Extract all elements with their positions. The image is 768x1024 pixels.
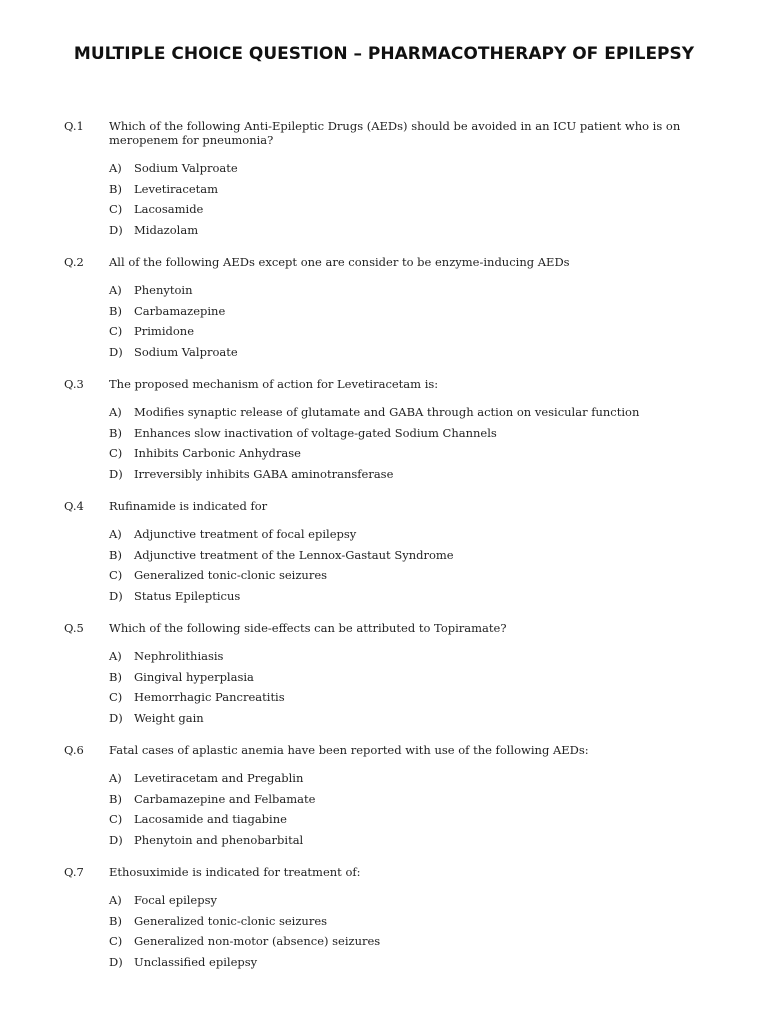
question-7	[0, 865, 768, 975]
option-b	[109, 670, 768, 691]
option-letter: D)	[109, 832, 123, 847]
option-list	[109, 527, 768, 609]
option-text: Phenytoin	[134, 283, 193, 297]
question-1	[0, 119, 768, 243]
option-text: Sodium Valproate	[134, 161, 238, 175]
option-c	[109, 934, 768, 955]
option-letter: A)	[109, 527, 122, 541]
option-text: Phenytoin and phenobarbital	[134, 832, 304, 847]
option-text: Lacosamide	[134, 202, 204, 216]
page-title: MULTIPLE CHOICE QUESTION – PHARMACOTHERAPY OF EPILEPSY	[73, 44, 695, 64]
option-d	[109, 223, 768, 244]
question-text: Which of the following side-effects can be attributed to Topiramate?	[109, 621, 507, 635]
option-text: Irreversibly inhibits GABA aminotransferase	[134, 466, 394, 481]
question-text: Ethosuximide is indicated for treatment of:	[109, 865, 361, 879]
option-d	[109, 833, 768, 854]
option-text: Focal epilepsy	[134, 893, 217, 907]
option-letter: C)	[109, 934, 123, 948]
question-number: Q.6	[64, 743, 84, 757]
option-text: Status Epilepticus	[134, 588, 241, 603]
option-text: Inhibits Carbonic Anhydrase	[134, 446, 301, 460]
option-c	[109, 202, 768, 223]
option-text: Unclassified epilepsy	[134, 954, 258, 969]
option-letter: B)	[109, 791, 122, 806]
option-d	[109, 345, 768, 366]
option-text: Generalized tonic-clonic seizures	[134, 568, 328, 582]
option-text: Gingival hyperplasia	[134, 669, 254, 684]
option-b	[109, 182, 768, 203]
option-letter: A)	[109, 283, 122, 297]
option-b	[109, 792, 768, 813]
option-list	[109, 283, 768, 365]
question-text: Fatal cases of aplastic anemia have been reported with use of the following AEDs:	[109, 743, 589, 757]
question-6	[0, 743, 768, 853]
option-letter: D)	[109, 344, 123, 359]
option-letter: B)	[109, 547, 122, 562]
option-letter: A)	[109, 893, 122, 907]
option-letter: C)	[109, 690, 123, 704]
option-letter: C)	[109, 568, 123, 582]
question-number: Q.5	[64, 621, 84, 635]
option-text: Adjunctive treatment of focal epilepsy	[134, 527, 357, 541]
option-text: Carbamazepine	[134, 303, 226, 318]
option-d	[109, 711, 768, 732]
option-a	[109, 527, 768, 548]
option-letter: C)	[109, 202, 123, 216]
option-list	[109, 771, 768, 853]
option-a	[109, 161, 768, 182]
option-text: Generalized tonic-clonic seizures	[134, 913, 328, 928]
option-text: Levetiracetam	[134, 181, 219, 196]
option-text: Generalized non-motor (absence) seizures	[134, 934, 381, 948]
option-a	[109, 771, 768, 792]
option-a	[109, 405, 768, 426]
option-text: Levetiracetam and Pregablin	[134, 771, 304, 785]
option-c	[109, 690, 768, 711]
question-4	[0, 499, 768, 609]
option-letter: D)	[109, 466, 123, 481]
option-text: Carbamazepine and Felbamate	[134, 791, 316, 806]
question-text: Which of the following Anti-Epileptic Drugs (AEDs) should be avoided in an ICU patient who is on meropenem for pneumonia?	[109, 119, 681, 147]
question-number: Q.2	[64, 255, 84, 269]
question-text: The proposed mechanism of action for Levetiracetam is:	[109, 377, 439, 391]
option-list	[109, 649, 768, 731]
option-letter: C)	[109, 324, 123, 338]
question-text: All of the following AEDs except one are consider to be enzyme-inducing AEDs	[109, 255, 570, 269]
option-letter: B)	[109, 913, 122, 928]
question-5	[0, 621, 768, 731]
option-b	[109, 548, 768, 569]
option-c	[109, 324, 768, 345]
option-c	[109, 446, 768, 467]
option-text: Adjunctive treatment of the Lennox-Gastaut Syndrome	[134, 547, 454, 562]
option-c	[109, 568, 768, 589]
option-b	[109, 304, 768, 325]
option-text: Hemorrhagic Pancreatitis	[134, 690, 285, 704]
option-letter: C)	[109, 446, 123, 460]
option-letter: D)	[109, 710, 123, 725]
option-text: Modifies synaptic release of glutamate and GABA through action on vesicular function	[134, 405, 640, 419]
option-list	[109, 405, 768, 487]
option-letter: B)	[109, 303, 122, 318]
option-letter: A)	[109, 771, 122, 785]
option-text: Weight gain	[134, 710, 204, 725]
option-c	[109, 812, 768, 833]
question-number: Q.7	[64, 865, 84, 879]
option-text: Sodium Valproate	[134, 344, 238, 359]
option-letter: B)	[109, 181, 122, 196]
option-text: Enhances slow inactivation of voltage-gated Sodium Channels	[134, 425, 497, 440]
option-text: Primidone	[134, 324, 194, 338]
option-letter: A)	[109, 649, 122, 663]
option-b	[109, 426, 768, 447]
question-text: Rufinamide is indicated for	[109, 499, 268, 513]
option-text: Lacosamide and tiagabine	[134, 812, 287, 826]
option-letter: D)	[109, 222, 123, 237]
option-text: Nephrolithiasis	[134, 649, 224, 663]
option-d	[109, 955, 768, 976]
option-a	[109, 893, 768, 914]
option-list	[109, 893, 768, 975]
option-letter: A)	[109, 405, 122, 419]
question-list	[0, 119, 768, 987]
question-number: Q.4	[64, 499, 84, 513]
question-2	[0, 255, 768, 365]
option-a	[109, 283, 768, 304]
question-number: Q.1	[64, 119, 84, 133]
option-letter: B)	[109, 669, 122, 684]
option-d	[109, 467, 768, 488]
option-b	[109, 914, 768, 935]
option-text: Midazolam	[134, 222, 199, 237]
option-d	[109, 589, 768, 610]
option-letter: C)	[109, 812, 123, 826]
option-list	[109, 161, 768, 243]
question-3	[0, 377, 768, 487]
option-a	[109, 649, 768, 670]
option-letter: D)	[109, 954, 123, 969]
option-letter: B)	[109, 425, 122, 440]
question-number: Q.3	[64, 377, 84, 391]
option-letter: D)	[109, 588, 123, 603]
option-letter: A)	[109, 161, 122, 175]
